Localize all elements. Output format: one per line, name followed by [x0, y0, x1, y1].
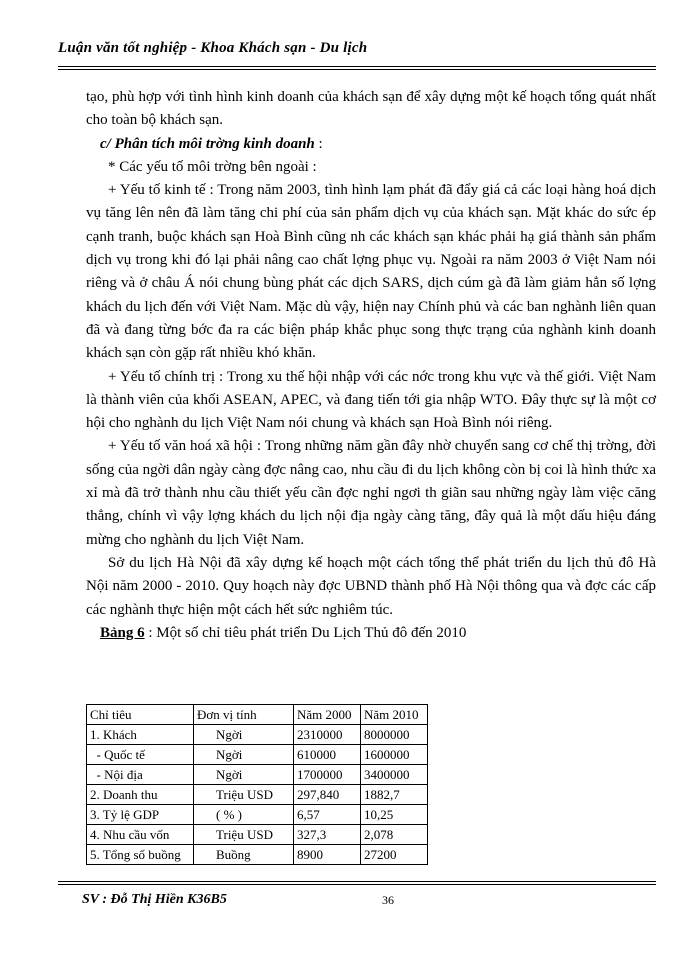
table-cell: Ngời — [194, 765, 294, 785]
table-cell: 1600000 — [361, 745, 428, 765]
table-cell: 8900 — [294, 845, 361, 865]
table-row — [87, 825, 428, 845]
table-row — [87, 745, 428, 765]
body-text — [86, 86, 656, 645]
footer-rule-thin — [58, 881, 656, 882]
subheading-external-factors: * Các yếu tố môi trờng bên ngoài : — [108, 158, 317, 175]
table-row — [87, 845, 428, 865]
table-cell: 1700000 — [294, 765, 361, 785]
table-cell: 297,840 — [294, 785, 361, 805]
table-cell: Triệu USD — [194, 825, 294, 845]
page-header-title: Luận văn tốt nghiệp - Khoa Khách sạn - Du lịch — [58, 40, 368, 56]
table-cell: 10,25 — [361, 805, 428, 825]
section-heading-c — [86, 133, 656, 156]
paragraph-political: + Yếu tố chính trị : Trong xu thế hội nhập với các nớc trong khu vực và thế giới. Việt Nam là thành viên của khối ASEAN, APEC, và đang tiến tới gia nhập WTO. Đây thực sự là một cơ hội cho nghành du lịch Việt Nam nói chung và khách sạn Hoà Bình nói riêng. — [86, 368, 656, 432]
footer-rule — [58, 884, 656, 885]
table-header-cell: Năm 2010 — [361, 705, 428, 725]
table-cell: 4. Nhu cầu vốn — [87, 825, 194, 845]
table-cell: 6,57 — [294, 805, 361, 825]
table-row — [87, 785, 428, 805]
paragraph-cultural: + Yếu tố văn hoá xã hội : Trong những năm gần đây nhờ chuyển sang cơ chế thị trờng, đời sống của ngời dân ngày càng đợc nâng cao, nhu cầu đi du lịch không còn bị coi là hình thức xa xỉ mà đã trở thành nhu cầu thiết yếu cần đợc nghỉ ngơi th giãn sau những ngày làm việc căng thẳng, chính vì vậy lợng khách du lịch nội địa ngày càng tăng, đây quả là một dấu hiệu đáng mừng cho nghành du lịch Việt Nam. — [86, 438, 656, 548]
section-heading-c-colon: : — [314, 135, 323, 152]
footer-author: SV : Đỗ Thị Hiền K36B5 — [82, 892, 227, 907]
table-row — [87, 725, 428, 745]
table-header-cell: Đơn vị tính — [194, 705, 294, 725]
table-cell: Ngời — [194, 745, 294, 765]
paragraph-intro: tạo, phù hợp với tình hình kinh doanh của khách sạn để xây dựng một kế hoạch tổng quát nhất cho toàn bộ khách sạn. — [86, 89, 656, 129]
table-cell: - Nội địa — [87, 765, 194, 785]
table-cell: Triệu USD — [194, 785, 294, 805]
table-cell: 2,078 — [361, 825, 428, 845]
table-cell: 27200 — [361, 845, 428, 865]
table-row — [87, 805, 428, 825]
table-cell: 327,3 — [294, 825, 361, 845]
table-row — [87, 765, 428, 785]
table-cell: Buồng — [194, 845, 294, 865]
header-rule — [58, 66, 656, 67]
table-cell: 2. Doanh thu — [87, 785, 194, 805]
table-cell: 5. Tổng số buồng — [87, 845, 194, 865]
paragraph-economic: + Yếu tố kinh tế : Trong năm 2003, tình hình lạm phát đã đẩy giá cả các loại hàng hoá dịch vụ tăng lên nên đã làm tăng chi phí của sản phẩm dịch vụ của khách sạn. Mặt khác do sức ép cạnh tranh, buộc khách sạn Hoà Bình cũng nh các khách sạn khác phải hạ giá thành sản phẩm dịch vụ trong khi đó lại phải nâng cao chất lợng phục vụ. Ngoài ra năm 2003 ở Việt Nam nói riêng và ở châu Á nói chung bùng phát các dịch SARS, dịch cúm gà đã làm giảm hẳn số lợng khách du lịch đến với Việt Nam. Mặc dù vậy, hiện nay Chính phủ và các ban nghành liên quan đã và đang từng bớc đa ra các biện pháp khắc phục song thực trạng của nghành kinh doanh khách sạn còn gặp rất nhiều khó khăn. — [86, 182, 656, 362]
table-cell: 610000 — [294, 745, 361, 765]
table-cell: 1882,7 — [361, 785, 428, 805]
table-caption-text: : Một số chỉ tiêu phát triển Du Lịch Thủ đô đến 2010 — [144, 624, 467, 641]
table-cell: ( % ) — [194, 805, 294, 825]
table-header-cell: Năm 2000 — [294, 705, 361, 725]
page-number: 36 — [382, 893, 394, 907]
table-cell: - Quốc tế — [87, 745, 194, 765]
table-header-cell: Chỉ tiêu — [87, 705, 194, 725]
table-caption-label: Bảng 6 — [100, 624, 145, 641]
table-cell: Ngời — [194, 725, 294, 745]
table-cell: 3. Tỷ lệ GDP — [87, 805, 194, 825]
table-cell: 2310000 — [294, 725, 361, 745]
header-rule-thin — [58, 69, 656, 70]
table-cell: 8000000 — [361, 725, 428, 745]
section-heading-c-text: c/ Phân tích môi trờng kinh doanh — [100, 135, 315, 152]
development-indicators-table — [86, 704, 428, 865]
table-caption — [86, 622, 656, 645]
table-cell: 1. Khách — [87, 725, 194, 745]
table-header-row — [87, 705, 428, 725]
paragraph-hanoi-plan: Sở du lịch Hà Nội đã xây dựng kế hoạch một cách tổng thể phát triển du lịch thủ đô Hà Nội năm 2000 - 2010. Quy hoạch này đợc UBND thành phố Hà Nội thông qua và đợc các cấp các nghành thực hiện một cách hết sức nghiêm túc. — [86, 554, 656, 618]
table-cell: 3400000 — [361, 765, 428, 785]
